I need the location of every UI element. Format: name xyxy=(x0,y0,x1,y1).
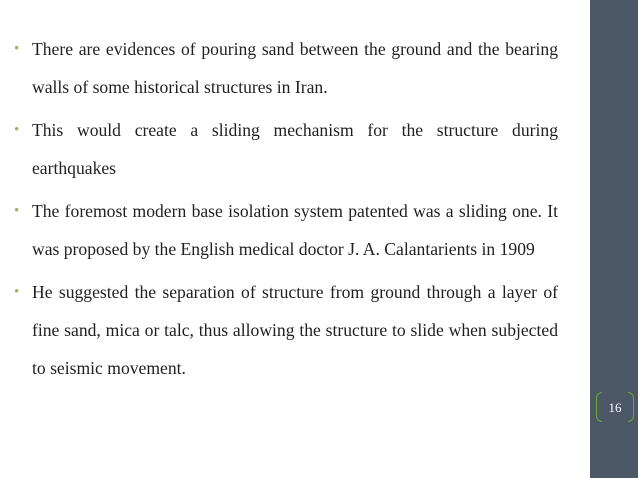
page-number: 16 xyxy=(608,400,622,415)
bullet-icon: • xyxy=(14,284,20,300)
bracket-left-icon xyxy=(596,392,602,422)
bullet-item xyxy=(12,192,558,268)
bullet-item xyxy=(12,111,558,187)
bullet-icon: • xyxy=(14,41,20,57)
bullet-icon: • xyxy=(14,203,20,219)
page-number-box xyxy=(596,390,634,426)
bracket-right-icon xyxy=(628,392,634,422)
bullet-text: The foremost modern base isolation system patented was a sliding one. It was proposed by the English medical doctor J. A. Calantarients in 1909 xyxy=(32,201,558,259)
bullet-text: He suggested the separation of structure from ground through a layer of fine sand, mica or talc, thus allowing the structure to slide when subjected to seismic movement. xyxy=(32,282,558,378)
bullet-item xyxy=(12,273,558,387)
bullet-item xyxy=(12,30,558,106)
bullet-text: This would create a sliding mechanism for the structure during earthquakes xyxy=(32,120,558,178)
bullet-icon: • xyxy=(14,122,20,138)
bullet-list xyxy=(12,30,558,387)
slide-content xyxy=(12,30,558,392)
bullet-text: There are evidences of pouring sand between the ground and the bearing walls of some historical structures in Iran. xyxy=(32,39,558,97)
